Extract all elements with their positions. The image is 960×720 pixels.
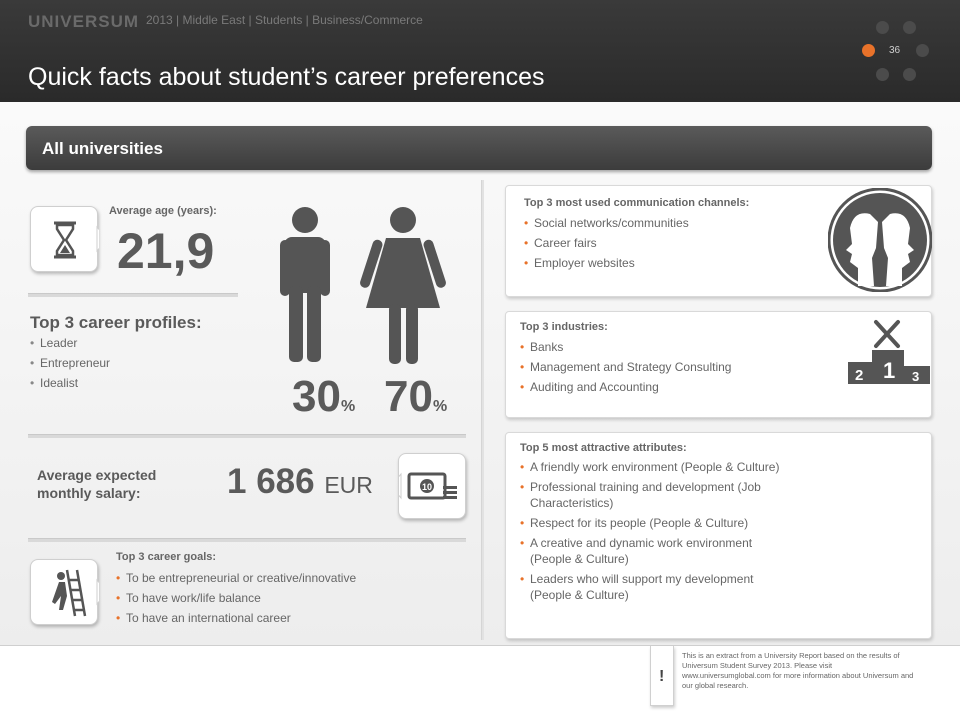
ladder-icon-box: [30, 559, 98, 625]
salary-label-line2: monthly salary:: [37, 485, 141, 501]
salary-label: [37, 466, 156, 502]
page-header: [0, 0, 960, 102]
info-mark-icon: !: [659, 668, 665, 685]
list-item-line: • A friendly work environment (People & Culture): [530, 460, 780, 474]
industries-list: [520, 337, 731, 397]
female-percentage: [384, 372, 447, 422]
male-unit: %: [340, 398, 356, 415]
industries-title: Top 3 industries:: [520, 321, 608, 333]
list-item: • Management and Strategy Consulting: [520, 357, 731, 377]
female-figure-icon: [359, 207, 447, 364]
list-item: • To be entrepreneurial or creative/innovative: [116, 568, 356, 588]
list-item-line: • A creative and dynamic work environment: [530, 536, 753, 550]
section-bar: [26, 126, 932, 170]
list-item-line: (People & Culture): [530, 588, 629, 602]
info-tab: [650, 646, 674, 706]
male-percentage: [292, 372, 355, 422]
salary-amount: [227, 462, 373, 502]
faces-silhouette-icon: [828, 188, 932, 292]
hourglass-icon-box: [30, 206, 98, 272]
page-number: 36: [889, 45, 901, 56]
svg-text:10: 10: [422, 482, 433, 492]
footnote-text: This is an extract from a University Report based on the results of Universum Student Survey 2013. Please visit www.universumglobal.com for more information about Universum and our global research.: [682, 651, 914, 690]
nav-dot[interactable]: [876, 68, 889, 81]
money-icon-box: [398, 453, 466, 519]
career-goals-title: Top 3 career goals:: [116, 551, 217, 563]
list-item: [520, 479, 820, 511]
attributes-list: [520, 459, 820, 607]
list-item: • To have an international career: [116, 608, 356, 628]
list-item: [520, 459, 820, 475]
attributes-title: Top 5 most attractive attributes:: [520, 442, 687, 454]
breadcrumb: 2013 | Middle East | Students | Business/Commerce: [146, 13, 423, 27]
svg-text:3: 3: [912, 369, 920, 384]
list-item: • To have work/life balance: [116, 588, 356, 608]
nav-dot[interactable]: [876, 21, 889, 34]
list-item-line: Characteristics): [530, 496, 614, 510]
age-value: 21,9: [117, 223, 215, 279]
list-item-line: • Leaders who will support my development: [530, 572, 754, 586]
divider: [28, 293, 238, 297]
list-item: • Social networks/communities: [524, 213, 689, 233]
divider: [28, 538, 466, 542]
career-profiles-list: [30, 333, 110, 393]
attributes-card: [505, 432, 932, 639]
female-unit: %: [432, 398, 448, 415]
list-item: • Banks: [520, 337, 731, 357]
channels-title: Top 3 most used communication channels:: [524, 197, 750, 209]
list-item: • Leader: [30, 333, 110, 353]
nav-dot-active[interactable]: [862, 44, 875, 57]
money-icon: [399, 454, 467, 520]
list-item: [520, 515, 820, 531]
column-divider: [481, 180, 484, 640]
gender-figures: [278, 204, 458, 369]
career-profiles-title: Top 3 career profiles:: [30, 313, 202, 332]
page-title: Quick facts about student’s career preferences: [28, 63, 545, 91]
list-item: • Idealist: [30, 373, 110, 393]
list-item: [520, 571, 820, 603]
podium-icon: [846, 318, 932, 386]
divider: [28, 434, 466, 438]
channels-list: [524, 213, 689, 273]
age-label: Average age (years):: [109, 205, 217, 217]
list-item-line: • Respect for its people (People & Culture): [530, 516, 749, 530]
male-value: 30: [292, 372, 341, 421]
list-item: • Auditing and Accounting: [520, 377, 731, 397]
nav-dot[interactable]: [903, 68, 916, 81]
nav-dot[interactable]: [903, 21, 916, 34]
list-item: • Career fairs: [524, 233, 689, 253]
hourglass-icon: [31, 207, 99, 273]
list-item: [520, 535, 820, 567]
ladder-climber-icon: [31, 560, 99, 626]
list-item: • Entrepreneur: [30, 353, 110, 373]
svg-text:1: 1: [883, 358, 896, 383]
nav-dot[interactable]: [916, 44, 929, 57]
brand-logo: UNIVERSUM: [28, 12, 140, 31]
male-figure-icon: [280, 207, 330, 362]
salary-currency: EUR: [324, 472, 373, 498]
salary-value: 1 686: [227, 462, 315, 501]
list-item-line: (People & Culture): [530, 552, 629, 566]
list-item-line: • Professional training and development (Job: [530, 480, 761, 494]
salary-label-line1: Average expected: [37, 467, 157, 483]
section-bar-label: All universities: [42, 139, 163, 158]
list-item: • Employer websites: [524, 253, 689, 273]
female-value: 70: [384, 372, 433, 421]
svg-text:2: 2: [855, 367, 864, 384]
career-goals-list: [116, 568, 356, 628]
